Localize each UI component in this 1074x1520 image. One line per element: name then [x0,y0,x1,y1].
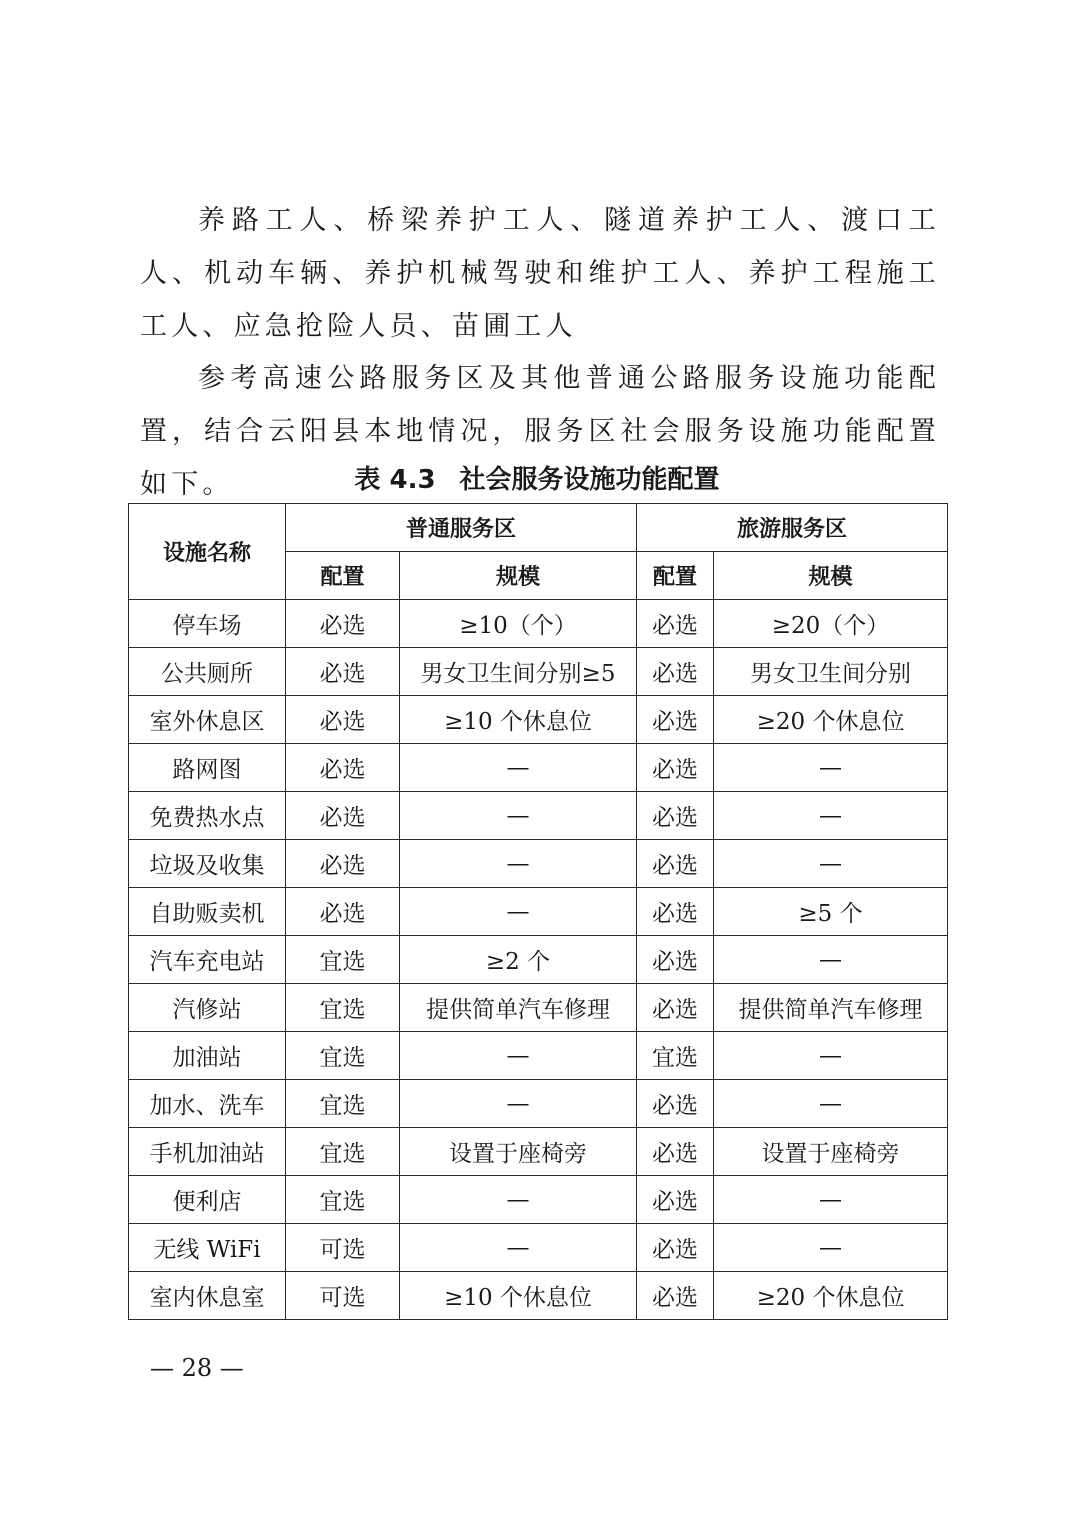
ordinary-scale-cell: ≥2 个 [400,936,637,984]
table-row [129,792,948,840]
facility-name-cell: 自助贩卖机 [129,888,286,936]
tourism-scale-cell: ≥20（个） [714,600,948,648]
tourism-config-cell: 必选 [637,936,714,984]
table-row [129,984,948,1032]
table-caption-title: 社会服务设施功能配置 [459,465,720,495]
tourism-scale-cell: — [714,744,948,792]
ordinary-scale-cell: ≥10 个休息位 [400,1272,637,1320]
ordinary-config-cell: 宜选 [286,984,400,1032]
tourism-scale-cell: — [714,1224,948,1272]
table-row [129,840,948,888]
facility-name-cell: 便利店 [129,1176,286,1224]
facility-name-cell: 汽修站 [129,984,286,1032]
body-paragraph-1: 养路工人、桥梁养护工人、隧道养护工人、渡口工人、机动车辆、养护机械驾驶和维护工人、养护工程施工工人、应急抢险人员、苗圃工人 [140,205,940,342]
tourism-scale-cell: 设置于座椅旁 [714,1128,948,1176]
ordinary-scale-cell: — [400,1032,637,1080]
tourism-config-cell: 必选 [637,648,714,696]
facility-name-cell: 室内休息室 [129,1272,286,1320]
ordinary-scale-cell: — [400,1224,637,1272]
tourism-config-cell: 必选 [637,1128,714,1176]
ordinary-config-cell: 必选 [286,840,400,888]
tourism-scale-cell: ≥5 个 [714,888,948,936]
ordinary-scale-cell: — [400,888,637,936]
ordinary-scale-cell: 男女卫生间分别≥5 [400,648,637,696]
ordinary-config-cell: 必选 [286,696,400,744]
tourism-config-cell: 必选 [637,696,714,744]
tourism-scale-cell: ≥20 个休息位 [714,1272,948,1320]
table-caption [128,460,946,500]
facility-name-cell: 室外休息区 [129,696,286,744]
facility-name-cell: 汽车充电站 [129,936,286,984]
ordinary-config-cell: 必选 [286,648,400,696]
facility-name-cell: 垃圾及收集 [129,840,286,888]
ordinary-config-cell: 可选 [286,1272,400,1320]
facility-config-table [128,503,948,1320]
tourism-config-cell: 必选 [637,792,714,840]
ordinary-scale-cell: 提供简单汽车修理 [400,984,637,1032]
table-row [129,648,948,696]
ordinary-config-cell: 必选 [286,792,400,840]
facility-name-cell: 加水、洗车 [129,1080,286,1128]
tourism-scale-cell: — [714,840,948,888]
tourism-config-cell: 必选 [637,888,714,936]
facility-name-cell: 无线 WiFi [129,1224,286,1272]
tourism-scale-cell: 男女卫生间分别 [714,648,948,696]
body-paragraph-2: 参考高速公路服务区及其他普通公路服务设施功能配置，结合云阳县本地情况，服务区社会服务设施功能配置如下。 [140,363,940,500]
table-header-row [129,504,948,552]
tourism-scale-cell: — [714,1032,948,1080]
ordinary-config-cell: 宜选 [286,1032,400,1080]
ordinary-config-cell: 宜选 [286,1128,400,1176]
table-row [129,696,948,744]
ordinary-config-cell: 宜选 [286,1176,400,1224]
tourism-scale-cell: ≥20 个休息位 [714,696,948,744]
header-tourism-service-area: 旅游服务区 [637,504,948,552]
ordinary-config-cell: 必选 [286,600,400,648]
header-tourism-config: 配置 [637,552,714,600]
facility-name-cell: 停车场 [129,600,286,648]
tourism-scale-cell: — [714,936,948,984]
ordinary-config-cell: 宜选 [286,936,400,984]
table-row [129,744,948,792]
ordinary-scale-cell: — [400,1176,637,1224]
header-ordinary-scale: 规模 [400,552,637,600]
table-caption-number: 表 4.3 [354,465,436,495]
table-row [129,888,948,936]
ordinary-config-cell: 必选 [286,888,400,936]
tourism-config-cell: 必选 [637,840,714,888]
table-row [129,936,948,984]
facility-name-cell: 加油站 [129,1032,286,1080]
ordinary-scale-cell: — [400,792,637,840]
tourism-config-cell: 必选 [637,600,714,648]
header-tourism-scale: 规模 [714,552,948,600]
table-row [129,1224,948,1272]
ordinary-config-cell: 宜选 [286,1080,400,1128]
tourism-config-cell: 必选 [637,1080,714,1128]
facility-name-cell: 免费热水点 [129,792,286,840]
tourism-config-cell: 必选 [637,984,714,1032]
tourism-scale-cell: 提供简单汽车修理 [714,984,948,1032]
header-ordinary-service-area: 普通服务区 [286,504,637,552]
tourism-config-cell: 必选 [637,1176,714,1224]
ordinary-config-cell: 必选 [286,744,400,792]
facility-name-cell: 手机加油站 [129,1128,286,1176]
ordinary-scale-cell: — [400,1080,637,1128]
page-number: — 28 — [150,1354,244,1382]
table-row [129,600,948,648]
tourism-config-cell: 必选 [637,744,714,792]
table-row [129,1080,948,1128]
tourism-config-cell: 必选 [637,1224,714,1272]
facility-name-cell: 路网图 [129,744,286,792]
table-row [129,1032,948,1080]
table-row [129,1176,948,1224]
ordinary-scale-cell: — [400,840,637,888]
facility-name-cell: 公共厕所 [129,648,286,696]
ordinary-scale-cell: — [400,744,637,792]
tourism-scale-cell: — [714,792,948,840]
tourism-config-cell: 宜选 [637,1032,714,1080]
tourism-scale-cell: — [714,1080,948,1128]
ordinary-scale-cell: 设置于座椅旁 [400,1128,637,1176]
table-row [129,1272,948,1320]
ordinary-scale-cell: ≥10（个） [400,600,637,648]
header-ordinary-config: 配置 [286,552,400,600]
ordinary-scale-cell: ≥10 个休息位 [400,696,637,744]
tourism-config-cell: 必选 [637,1272,714,1320]
table-row [129,1128,948,1176]
ordinary-config-cell: 可选 [286,1224,400,1272]
table-body [129,600,948,1320]
header-facility-name: 设施名称 [129,504,286,600]
tourism-scale-cell: — [714,1176,948,1224]
